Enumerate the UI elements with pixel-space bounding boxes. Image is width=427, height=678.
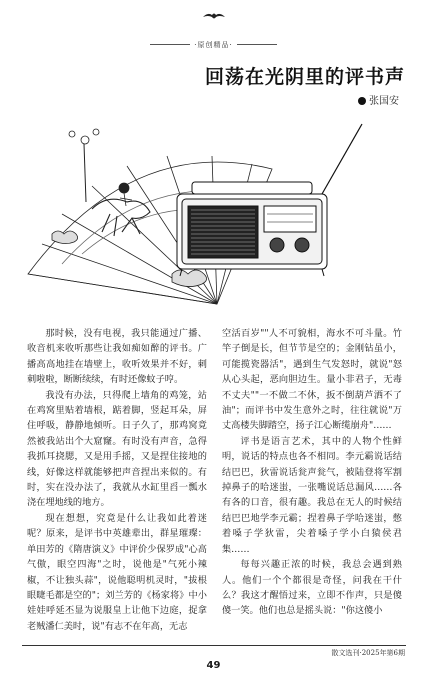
paragraph: 我没有办法，只得爬上墙角的鸡笼，站在鸡窝里贴着墙根，踮着脚，竖起耳朵，屏住呼吸，静静地倾听。日子久了，那鸡窝竟然被我站出个大窟窿。有时没有声音，急得我抓耳挠腮，又是用手摇，又是捏住接地的线，好像这样就能够把声音捏出来似的。有时，实在没办法了，我就从水缸里舀一瓢水浇在埋地线的地方。: [27, 389, 207, 509]
paragraph: 空活百岁""人不可貌相，海水不可斗量。竹竿子倒是长，但节节是空的；金刚钻虽小，可能揽瓷器活"，遇到生气发怒时，就说"怒从心头起，恶向胆边生。量小非君子，无毒不丈夫""一不做二不休，扳不倒葫芦洒不了油"；而评书中发生意外之时，往往就说"万丈高楼失脚踏空，扬子江心断缆崩舟"……: [222, 328, 402, 432]
article-author: [358, 92, 399, 107]
paragraph: 那时候，没有电视，我只能通过广播、收音机来收听那些让我如痴如醉的评书。广播高高地挂在墙壁上，收听效果并不好，刺刺啦啦，断断续续，有时还像蚊子哼。: [27, 328, 207, 386]
paragraph: 每每兴趣正浓的时候，我总会遇到熟人。他们一个个都很是奇怪，问我在干什么？我这才醒悟过来，立即不作声，只是傻傻一笑。他们也总是摇头说："你这傻小: [222, 559, 402, 617]
masthead-ornament: [0, 6, 427, 49]
illustration: [22, 114, 407, 314]
section-rule-right: [237, 44, 277, 45]
article-column-right: [222, 326, 402, 619]
section-label: ·原创精品·: [194, 41, 233, 49]
footer-rule: [22, 645, 406, 646]
bullet-icon: [358, 97, 366, 105]
journal-issue: 散文选刊·2025年第6期: [331, 649, 405, 657]
flying-bird-icon: [202, 10, 226, 22]
page-number: 49: [206, 660, 221, 671]
author-name: 张国安: [369, 96, 399, 107]
paragraph: 评书是语言艺术，其中的人物个性鲜明，说话的特点也各不相同。李元霸说话结结巴巴，狄雷说话瓮声瓮气，被陆登将军割掉鼻子的哈迷蚩，一张嘴说话总漏风……各有各的口音，很有趣。我总在无人的时候结结巴巴地学李元霸；捏着鼻子学哈迷蚩，憋着嗓子学狄雷，尖着嗓子学小白猿侯君集……: [222, 435, 402, 555]
paragraph: 现在想想，究竟是什么让我如此着迷呢？原来，是评书中英雄辈出，群星璀璨：单田芳的《隋唐演义》中评价少保罗成"心高气傲，眼空四海"之时，说他是"气死小辣椒，不让独头蒜"，说他聪明机灵时，"拔根眼睫毛都是空的"；刘兰芳的《杨家将》中小娃娃呼延丕显为说服皇上让他下边庭，捉拿老贼潘仁美时，说"有志不在年高，无志: [27, 512, 207, 632]
radio-image: [177, 124, 362, 276]
article-column-left: [27, 326, 207, 634]
article-title: 回荡在光阴里的评书声: [204, 66, 405, 88]
